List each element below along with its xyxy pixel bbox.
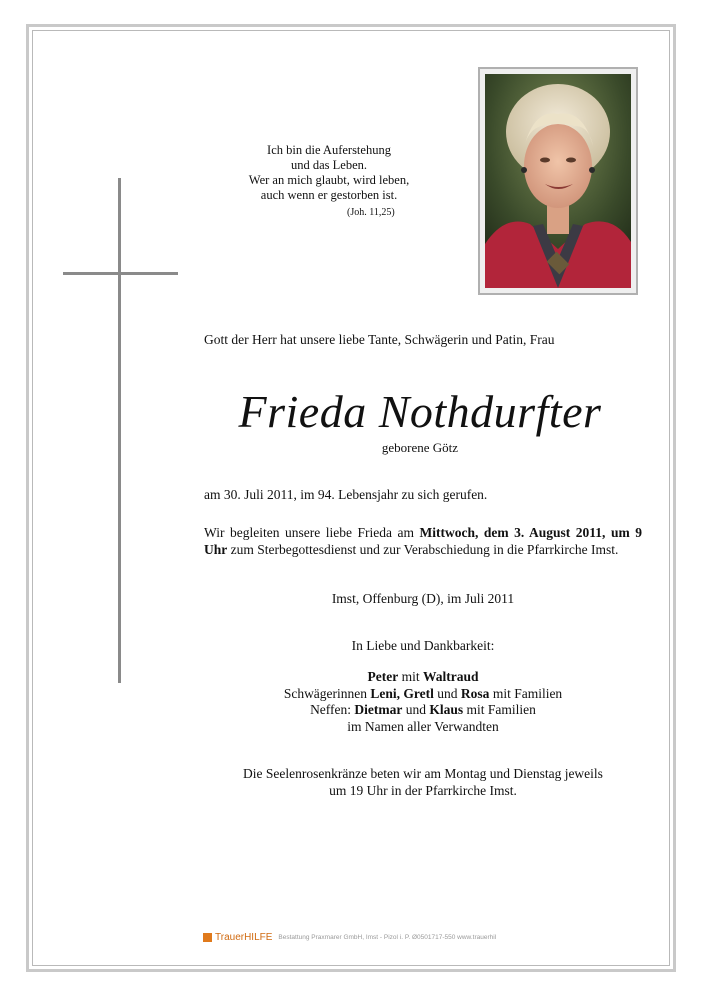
verse-line: auch wenn er gestorben ist. bbox=[260, 188, 398, 202]
family-text: mit Familien bbox=[489, 685, 563, 701]
place-and-date: Imst, Offenburg (D), im Juli 2011 bbox=[331, 591, 515, 606]
cross-horizontal-bar bbox=[63, 272, 178, 275]
funeral-notice bbox=[204, 524, 642, 558]
rosary-line: um 19 Uhr in der Pfarrkirche Imst. bbox=[329, 782, 517, 798]
verse-reference: (Joh. 11,25) bbox=[347, 207, 395, 218]
deceased-name: Frieda Nothdurfter bbox=[238, 386, 602, 437]
family-member: Dietmar bbox=[354, 702, 403, 717]
cross-vertical-bar bbox=[118, 178, 121, 683]
maiden-name: geborene Götz bbox=[381, 440, 459, 455]
family-line bbox=[204, 702, 642, 719]
family-text: und bbox=[402, 702, 430, 717]
portrait-photo bbox=[485, 74, 631, 288]
trauerhilfe-logo-icon bbox=[203, 933, 212, 942]
verse-line: Ich bin die Auferstehung bbox=[267, 143, 391, 157]
family-text: mit Familien bbox=[463, 702, 536, 717]
rosary-line: Die Seelenrosenkränze beten wir am Montag und Dienstag jeweils bbox=[243, 766, 603, 781]
family-text: Neffen: bbox=[310, 702, 355, 717]
family-list bbox=[204, 669, 642, 735]
funeral-time: um 9 Uhr bbox=[204, 525, 642, 557]
family-member: Klaus bbox=[429, 702, 464, 717]
family-member: Leni, Gretl bbox=[370, 685, 434, 701]
funeral-text: Wir begleiten unsere liebe Frieda am bbox=[204, 525, 420, 540]
verse-line: und das Leben. bbox=[290, 158, 368, 172]
thanks-heading: In Liebe und Dankbarkeit: bbox=[351, 638, 495, 653]
footer bbox=[203, 932, 496, 943]
verse-line: Wer an mich glaubt, wird leben, bbox=[248, 173, 410, 187]
footer-text: Bestattung Praxmarer GmbH, Imst - Pizol i. P. Ø0501717-550 www.trauerhil bbox=[278, 934, 497, 941]
portrait-photo-frame bbox=[478, 67, 638, 295]
footer-brand: TrauerHILFE bbox=[215, 932, 273, 943]
family-text: mit bbox=[398, 669, 423, 684]
family-member: Rosa bbox=[460, 685, 490, 701]
family-text: und bbox=[433, 685, 461, 701]
death-notice: am 30. Juli 2011, im 94. Lebensjahr zu sich gerufen. bbox=[204, 487, 488, 502]
family-line: im Namen aller Verwandten bbox=[347, 718, 499, 734]
family-member: Waltraud bbox=[422, 669, 479, 684]
family-line bbox=[204, 686, 642, 703]
funeral-date: Mittwoch, dem 3. August 2011, bbox=[419, 525, 606, 540]
family-member: Peter bbox=[367, 669, 399, 684]
family-text: Schwägerinnen bbox=[283, 685, 371, 701]
family-line bbox=[204, 669, 642, 686]
rosary-notice bbox=[204, 766, 642, 799]
bible-verse bbox=[224, 143, 434, 203]
funeral-text: zum Sterbegottesdienst und zur Verabschiedung in die Pfarrkirche Imst. bbox=[227, 542, 619, 557]
intro-text: Gott der Herr hat unsere liebe Tante, Schwägerin und Patin, Frau bbox=[204, 332, 555, 347]
